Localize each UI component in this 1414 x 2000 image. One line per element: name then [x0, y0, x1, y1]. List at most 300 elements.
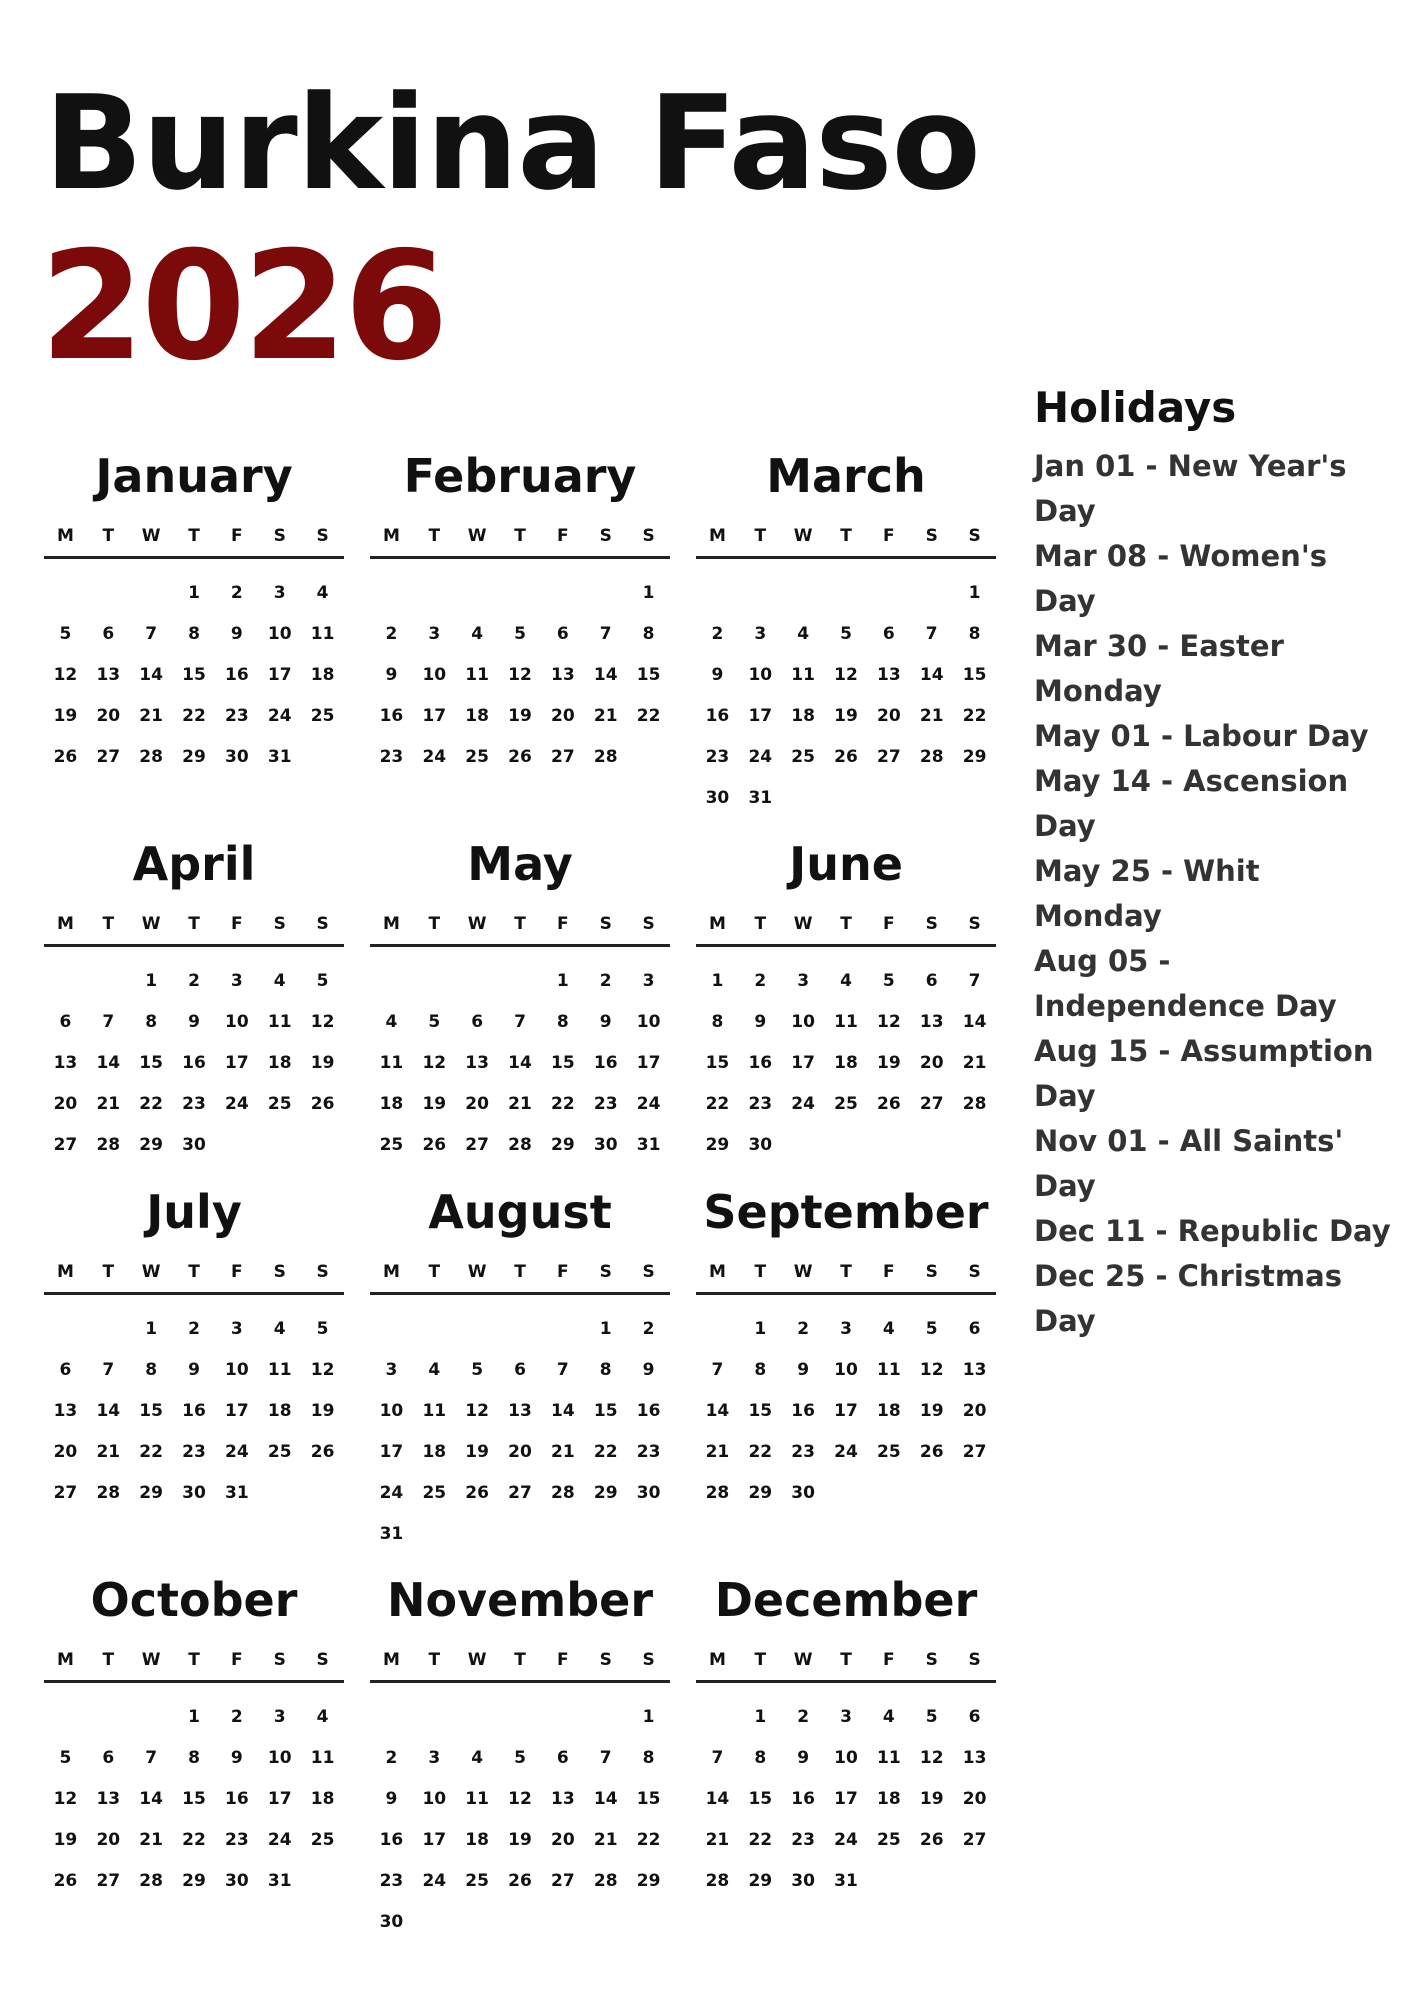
day-cell: 23: [636, 1442, 661, 1462]
day-cell: 26: [53, 747, 78, 767]
day-cell: 22: [636, 1830, 661, 1850]
day-cell: 25: [834, 1094, 858, 1114]
day-cell: 19: [508, 1830, 532, 1850]
day-cell: 14: [96, 1401, 121, 1421]
day-cell: 28: [508, 1135, 532, 1155]
day-grid: [370, 573, 670, 778]
day-cell: 19: [53, 706, 78, 726]
day-cell: 7: [599, 624, 612, 644]
day-cell: 21: [551, 1442, 575, 1462]
weekday-header: [44, 526, 344, 559]
day-cell: 25: [877, 1830, 901, 1850]
day-cell: 14: [139, 665, 163, 685]
weekday-header: [370, 914, 670, 947]
day-cell: 13: [962, 1748, 987, 1768]
weekday-label: W: [467, 1262, 487, 1282]
day-cell: 12: [508, 1789, 532, 1809]
day-cell: 28: [962, 1094, 987, 1114]
weekday-label: F: [231, 1262, 243, 1282]
day-cell: 10: [636, 1012, 661, 1032]
day-grid: [44, 961, 344, 1166]
day-cell: 10: [267, 1748, 292, 1768]
day-cell: 25: [267, 1442, 292, 1462]
weekday-label: F: [557, 1262, 569, 1282]
holiday-item: May 01 - Labour Day: [1034, 719, 1369, 753]
weekday-label: W: [141, 914, 161, 934]
weekday-label: T: [188, 526, 200, 546]
day-cell: 21: [139, 1830, 163, 1850]
day-cell: 28: [96, 1135, 121, 1155]
day-cell: 30: [748, 1135, 773, 1155]
day-cell: 1: [145, 1319, 158, 1339]
day-cell: 7: [556, 1360, 569, 1380]
day-cell: 10: [267, 624, 292, 644]
day-cell: 24: [422, 747, 447, 767]
day-cell: 11: [310, 624, 335, 644]
day-cell: 19: [834, 706, 858, 726]
day-cell: 23: [182, 1094, 206, 1114]
day-cell: 5: [428, 1012, 441, 1032]
day-cell: 20: [919, 1053, 944, 1073]
day-cell: 2: [797, 1319, 810, 1339]
day-cell: 7: [599, 1748, 612, 1768]
day-cell: 8: [145, 1012, 158, 1032]
day-cell: 13: [877, 665, 901, 685]
day-cell: 27: [962, 1442, 987, 1462]
day-cell: 14: [593, 665, 618, 685]
day-cell: 29: [748, 1483, 773, 1503]
day-cell: 10: [834, 1748, 858, 1768]
day-cell: 9: [230, 1748, 243, 1768]
day-cell: 11: [465, 665, 489, 685]
day-cell: 22: [139, 1094, 163, 1114]
day-cell: 25: [877, 1442, 901, 1462]
day-cell: 26: [834, 747, 858, 767]
weekday-label: T: [754, 526, 767, 546]
day-cell: 4: [273, 1319, 286, 1339]
weekday-label: F: [883, 1650, 895, 1670]
weekday-label: W: [793, 1262, 813, 1282]
day-cell: 29: [139, 1483, 163, 1503]
day-cell: 15: [636, 1789, 661, 1809]
day-cell: 27: [96, 1871, 121, 1891]
month-march: [696, 448, 996, 819]
day-cell: 21: [139, 706, 163, 726]
holiday-item: Mar 30 - Easter Monday: [1034, 629, 1284, 708]
day-cell: 11: [379, 1053, 404, 1073]
day-cell: 14: [962, 1012, 987, 1032]
day-cell: 18: [465, 706, 489, 726]
weekday-label: S: [925, 526, 938, 546]
day-cell: 22: [139, 1442, 163, 1462]
day-cell: 19: [422, 1094, 447, 1114]
day-cell: 22: [705, 1094, 730, 1114]
month-name: September: [703, 1185, 989, 1239]
day-grid: [44, 573, 344, 778]
day-cell: 30: [225, 1871, 249, 1891]
day-cell: 27: [919, 1094, 944, 1114]
day-cell: 16: [225, 665, 249, 685]
weekday-label: W: [793, 1650, 813, 1670]
day-cell: 2: [642, 1319, 655, 1339]
day-cell: 9: [599, 1012, 612, 1032]
day-cell: 12: [919, 1360, 944, 1380]
day-cell: 26: [508, 1871, 532, 1891]
day-cell: 18: [834, 1053, 858, 1073]
weekday-label: M: [56, 1262, 74, 1282]
day-cell: 17: [636, 1053, 661, 1073]
day-cell: 5: [840, 624, 852, 644]
day-cell: 5: [514, 624, 526, 644]
day-cell: 8: [188, 1748, 200, 1768]
day-cell: 3: [230, 1319, 243, 1339]
weekday-label: S: [642, 526, 655, 546]
weekday-label: S: [599, 1262, 612, 1282]
weekday-label: S: [273, 1650, 286, 1670]
day-cell: 12: [310, 1012, 335, 1032]
day-cell: 30: [182, 1483, 206, 1503]
day-cell: 9: [642, 1360, 655, 1380]
day-cell: 10: [834, 1360, 858, 1380]
day-cell: 22: [182, 1830, 206, 1850]
weekday-label: M: [56, 526, 74, 546]
day-cell: 3: [428, 1748, 441, 1768]
day-cell: 2: [754, 971, 767, 991]
day-cell: 16: [182, 1401, 206, 1421]
day-cell: 16: [182, 1053, 206, 1073]
day-cell: 7: [145, 1748, 158, 1768]
day-cell: 5: [316, 1319, 329, 1339]
day-cell: 1: [642, 1707, 655, 1727]
day-cell: 1: [711, 971, 724, 991]
day-cell: 21: [705, 1830, 730, 1850]
day-cell: 8: [145, 1360, 158, 1380]
day-cell: 2: [385, 624, 398, 644]
month-august: [370, 1184, 670, 1555]
weekday-header: [370, 526, 670, 559]
day-cell: 15: [748, 1789, 773, 1809]
weekday-label: T: [514, 914, 526, 934]
day-cell: 16: [748, 1053, 773, 1073]
weekday-label: M: [708, 1650, 726, 1670]
day-cell: 15: [705, 1053, 730, 1073]
weekday-label: M: [708, 914, 726, 934]
day-cell: 9: [711, 665, 724, 685]
weekday-label: F: [883, 526, 895, 546]
weekday-label: M: [382, 1650, 400, 1670]
day-cell: 4: [273, 971, 286, 991]
day-cell: 1: [188, 1707, 200, 1727]
day-cell: 20: [508, 1442, 532, 1462]
day-cell: 5: [514, 1748, 526, 1768]
day-cell: 8: [754, 1748, 767, 1768]
day-cell: 6: [102, 624, 115, 644]
day-cell: 10: [791, 1012, 815, 1032]
day-cell: 19: [310, 1053, 335, 1073]
day-cell: 22: [551, 1094, 575, 1114]
day-cell: 31: [379, 1524, 404, 1544]
day-cell: 23: [182, 1442, 206, 1462]
month-april: [44, 836, 344, 1166]
day-cell: 14: [919, 665, 944, 685]
day-cell: 13: [96, 1789, 121, 1809]
day-cell: 10: [225, 1360, 249, 1380]
month-may: [370, 836, 670, 1166]
day-cell: 20: [962, 1401, 987, 1421]
day-cell: 30: [791, 1483, 815, 1503]
day-cell: 26: [53, 1871, 78, 1891]
day-cell: 27: [877, 747, 901, 767]
day-cell: 27: [53, 1135, 78, 1155]
day-cell: 18: [310, 665, 335, 685]
day-cell: 28: [593, 1871, 618, 1891]
day-cell: 19: [310, 1401, 335, 1421]
day-cell: 4: [471, 624, 484, 644]
day-cell: 8: [642, 1748, 655, 1768]
day-cell: 4: [316, 1707, 329, 1727]
weekday-header: [370, 1262, 670, 1295]
day-cell: 12: [465, 1401, 489, 1421]
day-cell: 22: [593, 1442, 618, 1462]
month-february: [370, 448, 670, 778]
day-cell: 13: [508, 1401, 532, 1421]
day-cell: 1: [754, 1707, 767, 1727]
holiday-item: Dec 11 - Republic Day: [1034, 1214, 1391, 1248]
weekday-label: W: [467, 914, 487, 934]
day-cell: 7: [711, 1360, 724, 1380]
weekday-label: S: [925, 914, 938, 934]
day-cell: 14: [593, 1789, 618, 1809]
holiday-item: Nov 01 - All Saints' Day: [1034, 1124, 1344, 1203]
day-cell: 10: [748, 665, 773, 685]
day-cell: 19: [53, 1830, 78, 1850]
weekday-label: S: [642, 914, 655, 934]
day-cell: 17: [267, 1789, 292, 1809]
weekday-label: F: [557, 1650, 569, 1670]
day-cell: 18: [267, 1053, 292, 1073]
day-cell: 6: [882, 624, 895, 644]
day-cell: 29: [636, 1871, 661, 1891]
day-cell: 20: [53, 1094, 78, 1114]
day-cell: 22: [962, 706, 987, 726]
day-cell: 27: [96, 747, 121, 767]
day-grid: [370, 1309, 670, 1555]
day-cell: 14: [96, 1053, 121, 1073]
day-cell: 5: [925, 1707, 938, 1727]
weekday-label: T: [428, 1262, 441, 1282]
weekday-label: M: [382, 1262, 400, 1282]
day-cell: 24: [267, 1830, 292, 1850]
month-name: February: [403, 449, 637, 503]
weekday-label: M: [56, 1650, 74, 1670]
month-june: [696, 836, 996, 1166]
day-cell: 14: [705, 1401, 730, 1421]
day-cell: 12: [53, 665, 78, 685]
day-cell: 24: [225, 1442, 249, 1462]
day-cell: 21: [705, 1442, 730, 1462]
weekday-label: T: [514, 526, 526, 546]
day-cell: 10: [379, 1401, 404, 1421]
day-cell: 17: [225, 1053, 249, 1073]
weekday-header: [44, 1650, 344, 1683]
day-cell: 22: [182, 706, 206, 726]
weekday-label: F: [557, 526, 569, 546]
day-cell: 24: [379, 1483, 404, 1503]
day-cell: 13: [919, 1012, 944, 1032]
day-cell: 23: [791, 1830, 815, 1850]
day-cell: 11: [877, 1360, 901, 1380]
day-cell: 17: [422, 706, 447, 726]
day-cell: 4: [385, 1012, 398, 1032]
weekday-label: F: [883, 914, 895, 934]
day-cell: 1: [642, 583, 655, 603]
day-cell: 2: [385, 1748, 398, 1768]
day-cell: 1: [968, 583, 981, 603]
day-cell: 3: [840, 1707, 852, 1727]
day-cell: 2: [230, 583, 243, 603]
weekday-label: T: [188, 914, 200, 934]
day-cell: 23: [379, 1871, 404, 1891]
day-cell: 2: [599, 971, 612, 991]
day-cell: 7: [514, 1012, 526, 1032]
day-cell: 12: [53, 1789, 78, 1809]
weekday-label: M: [708, 1262, 726, 1282]
day-cell: 17: [379, 1442, 404, 1462]
weekday-label: T: [102, 914, 115, 934]
day-cell: 8: [642, 624, 655, 644]
holiday-item: May 25 - Whit Monday: [1034, 854, 1260, 933]
day-cell: 25: [379, 1135, 404, 1155]
day-cell: 15: [748, 1401, 773, 1421]
day-cell: 17: [267, 665, 292, 685]
day-cell: 20: [962, 1789, 987, 1809]
day-cell: 13: [465, 1053, 489, 1073]
day-cell: 1: [188, 583, 200, 603]
day-cell: 28: [919, 747, 944, 767]
day-cell: 10: [422, 665, 447, 685]
weekday-label: T: [428, 914, 441, 934]
day-cell: 4: [316, 583, 329, 603]
day-cell: 6: [514, 1360, 526, 1380]
day-cell: 4: [428, 1360, 441, 1380]
day-cell: 24: [225, 1094, 249, 1114]
holiday-item: Dec 25 - Christmas Day: [1034, 1259, 1342, 1338]
weekday-label: T: [514, 1650, 526, 1670]
day-cell: 19: [919, 1401, 944, 1421]
day-cell: 18: [791, 706, 815, 726]
day-cell: 27: [551, 747, 575, 767]
day-cell: 5: [59, 1748, 72, 1768]
day-cell: 30: [705, 788, 730, 808]
day-cell: 26: [465, 1483, 489, 1503]
day-cell: 30: [225, 747, 249, 767]
weekday-label: F: [231, 526, 243, 546]
day-cell: 19: [919, 1789, 944, 1809]
month-name: January: [95, 449, 293, 503]
day-cell: 27: [551, 1871, 575, 1891]
month-september: [696, 1184, 996, 1514]
day-cell: 26: [919, 1830, 944, 1850]
day-cell: 2: [711, 624, 724, 644]
weekday-label: W: [793, 914, 813, 934]
day-cell: 9: [188, 1360, 200, 1380]
month-name: November: [386, 1573, 654, 1627]
day-cell: 1: [145, 971, 158, 991]
day-cell: 18: [267, 1401, 292, 1421]
day-cell: 30: [182, 1135, 206, 1155]
day-cell: 1: [599, 1319, 612, 1339]
day-cell: 23: [225, 1830, 249, 1850]
weekday-label: S: [642, 1650, 655, 1670]
day-cell: 28: [96, 1483, 121, 1503]
day-cell: 5: [59, 624, 72, 644]
day-cell: 20: [465, 1094, 489, 1114]
day-cell: 23: [705, 747, 730, 767]
day-cell: 8: [968, 624, 981, 644]
day-cell: 24: [267, 706, 292, 726]
day-cell: 28: [139, 1871, 163, 1891]
day-cell: 3: [230, 971, 243, 991]
day-cell: 6: [471, 1012, 484, 1032]
day-cell: 8: [754, 1360, 767, 1380]
day-cell: 11: [877, 1748, 901, 1768]
day-cell: 21: [919, 706, 944, 726]
day-cell: 18: [877, 1789, 901, 1809]
day-cell: 20: [551, 1830, 575, 1850]
weekday-label: T: [840, 1650, 852, 1670]
day-cell: 28: [593, 747, 618, 767]
day-cell: 16: [379, 1830, 404, 1850]
day-cell: 21: [593, 1830, 618, 1850]
day-cell: 6: [925, 971, 938, 991]
day-cell: 5: [316, 971, 329, 991]
day-cell: 3: [428, 624, 441, 644]
day-cell: 29: [705, 1135, 730, 1155]
day-cell: 24: [834, 1442, 858, 1462]
weekday-label: S: [316, 1650, 329, 1670]
weekday-label: S: [642, 1262, 655, 1282]
weekday-header: [696, 1650, 996, 1683]
day-cell: 9: [385, 1789, 398, 1809]
weekday-label: S: [925, 1650, 938, 1670]
day-cell: 12: [422, 1053, 447, 1073]
weekday-label: T: [840, 914, 852, 934]
day-cell: 2: [188, 971, 200, 991]
day-cell: 25: [310, 706, 335, 726]
weekday-label: F: [231, 1650, 243, 1670]
day-cell: 10: [225, 1012, 249, 1032]
day-cell: 21: [962, 1053, 987, 1073]
day-cell: 1: [556, 971, 569, 991]
day-cell: 12: [310, 1360, 335, 1380]
day-cell: 29: [748, 1871, 773, 1891]
day-cell: 22: [636, 706, 661, 726]
day-cell: 27: [465, 1135, 489, 1155]
day-cell: 19: [877, 1053, 901, 1073]
weekday-label: S: [273, 526, 286, 546]
day-cell: 5: [925, 1319, 938, 1339]
day-cell: 24: [834, 1830, 858, 1850]
weekday-header: [696, 914, 996, 947]
day-cell: 11: [422, 1401, 447, 1421]
day-cell: 15: [182, 665, 206, 685]
holiday-list: [1034, 444, 1394, 1344]
day-cell: 6: [556, 624, 569, 644]
day-cell: 9: [230, 624, 243, 644]
weekday-label: S: [273, 914, 286, 934]
day-cell: 17: [791, 1053, 815, 1073]
day-grid: [370, 961, 670, 1166]
